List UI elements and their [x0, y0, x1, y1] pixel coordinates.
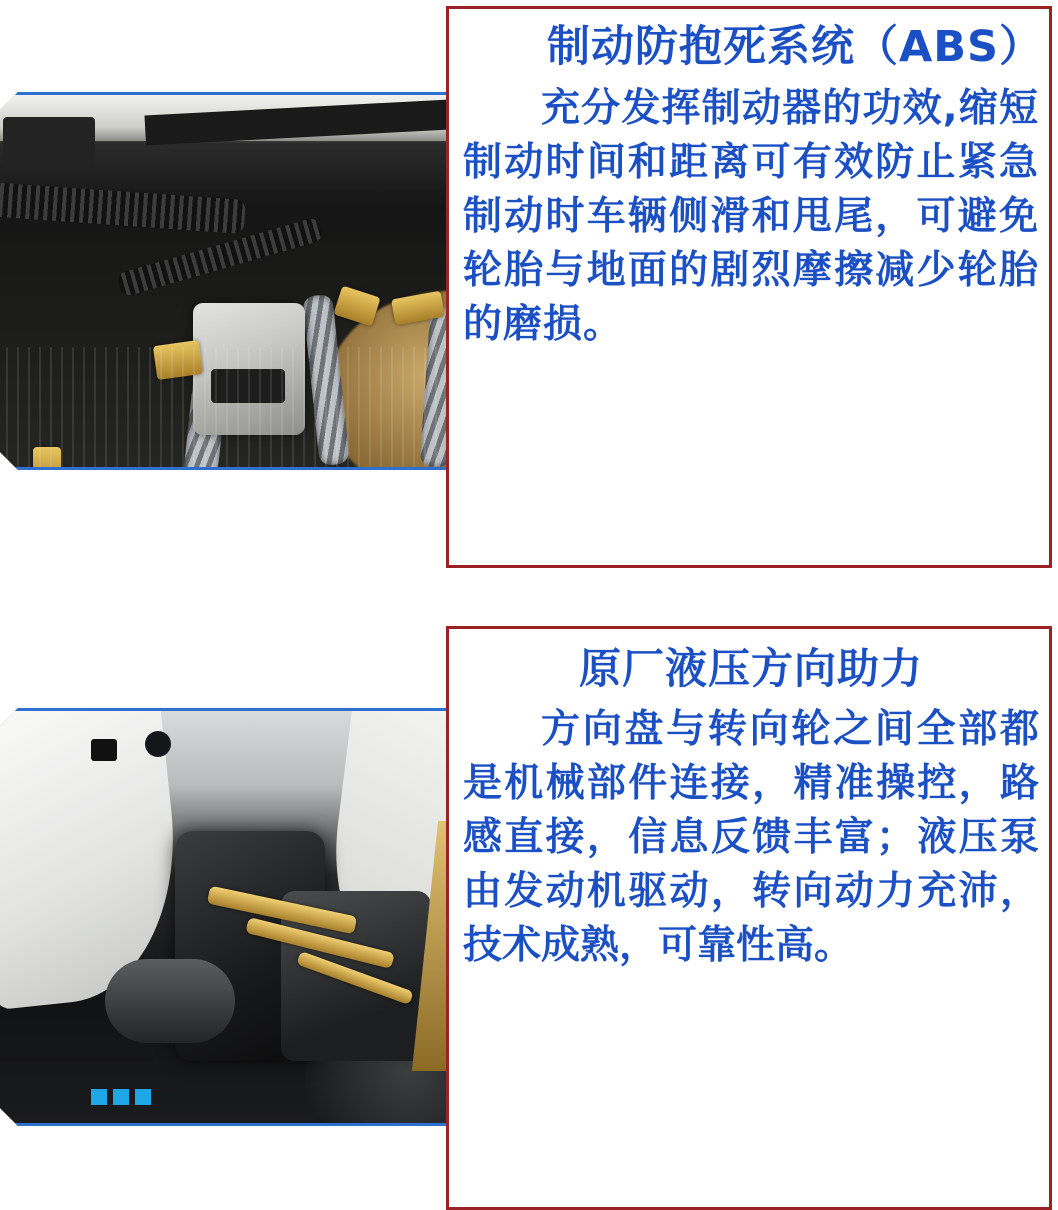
abs-black-bracket [3, 117, 95, 167]
steering-black-clip-icon [91, 739, 117, 761]
abs-text-panel [446, 6, 1052, 568]
section-steering [0, 620, 1058, 1210]
abs-body-text: 充分发挥制动器的功效,缩短制动时间和距离可有效防止紧急制动时车辆侧滑和甩尾，可避免轮胎与地面的剧烈摩擦减少轮胎的磨损。 [463, 86, 1039, 347]
indicator-dot[interactable] [91, 1089, 107, 1105]
indicator-dot[interactable] [113, 1089, 129, 1105]
indicator-dot[interactable] [135, 1089, 151, 1105]
steering-text-panel [446, 626, 1052, 1210]
image-indicator-dots[interactable] [91, 1089, 151, 1105]
steering-round-grommet-icon [145, 731, 171, 757]
section-abs [0, 0, 1058, 590]
abs-title: 制动防抱死系统（ABS） [546, 22, 1043, 72]
steering-hydraulic-cylinder [105, 959, 235, 1043]
steering-title: 原厂液压方向助力 [578, 644, 923, 693]
steering-body-text: 方向盘与转向轮之间全部都是机械部件连接，精准操控，路感直接，信息反馈丰富；液压泵由发动机驱动，转向动力充沛，技术成熟，可靠性高。 [463, 707, 1039, 968]
